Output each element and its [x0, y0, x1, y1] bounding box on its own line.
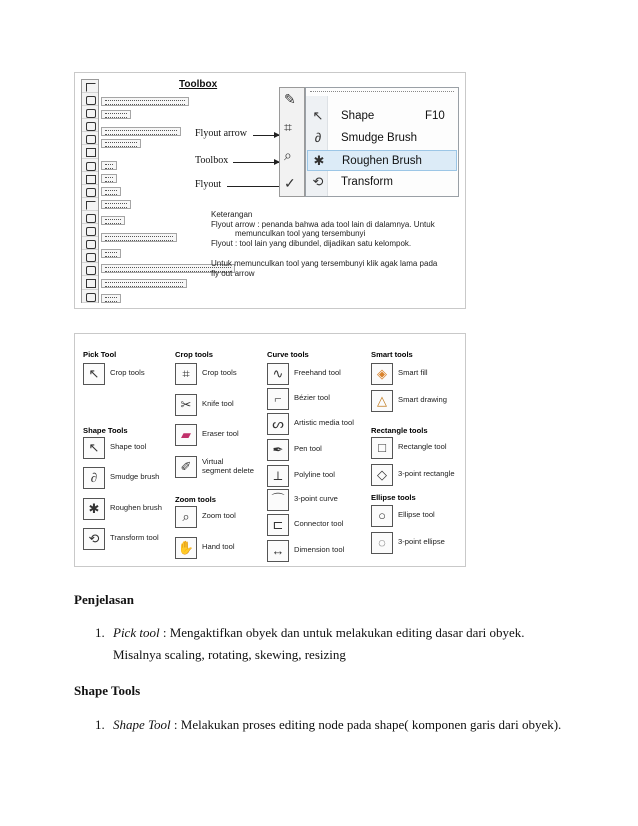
three-point-ellipse-icon: ◌ [371, 532, 393, 554]
group-title-rectangle: Rectangle tools [371, 426, 428, 435]
three-point-rectangle-icon: ◇ [371, 464, 393, 486]
tool-label: Zoom tool [202, 511, 236, 520]
term: Pick tool [113, 625, 160, 640]
smudge-brush-icon: ∂ [83, 467, 105, 489]
shape-tool-icon: ↖ [83, 437, 105, 459]
flyout-item-roughen-brush[interactable] [307, 150, 457, 171]
tool-label: Bézier tool [294, 393, 330, 402]
connector-icon: ⊏ [267, 514, 289, 536]
freehand-icon: ∿ [267, 363, 289, 385]
tool-label: Transform tool [110, 533, 159, 542]
tool-label: Roughen brush [110, 503, 162, 512]
flyout-item-shape[interactable] [307, 106, 457, 127]
flyout-strip [101, 127, 181, 136]
flyout-strip [101, 110, 131, 119]
tool-label: Artistic media tool [294, 418, 354, 427]
connector-icon [82, 224, 98, 237]
outline-icon [82, 263, 98, 276]
description: : Mengaktifkan obyek dan untuk melakukan editing dasar dari obyek. Misalnya scaling, rotating, skewing, resizing [113, 625, 525, 662]
fill-icon [82, 276, 98, 289]
tool-label: Rectangle tool [398, 442, 447, 451]
transform-icon: ⟲ [312, 174, 324, 189]
dimension-icon [82, 211, 98, 224]
flyout-strip [101, 294, 121, 303]
blend-icon [82, 237, 98, 250]
term: Shape Tool [113, 717, 171, 732]
knife-icon: ✂ [175, 394, 197, 416]
flyout-arrow-callout: Flyout arrow [195, 128, 247, 139]
toolbox-title: Toolbox [179, 79, 218, 90]
freehand-icon: ✓ [284, 177, 296, 192]
flyout-strip [101, 200, 131, 209]
list-body [95, 714, 575, 736]
flyout-arrow-pointer [253, 135, 279, 136]
smart-fill-icon [82, 132, 98, 145]
rectangle-icon [82, 145, 98, 158]
ellipse-icon: ○ [371, 505, 393, 527]
flyout-strip [101, 97, 189, 106]
virtual-segment-delete-icon: ✐ [175, 456, 197, 478]
eraser-icon: ▰ [175, 424, 197, 446]
zoom-icon [82, 106, 98, 119]
shape-icon [82, 93, 98, 106]
polygon-icon [82, 172, 98, 185]
flyout-strip [101, 187, 121, 196]
flyout-strip [101, 279, 187, 288]
flyout-item-smudge-brush[interactable] [307, 128, 457, 149]
note-line: Untuk memunculkan tool yang tersembunyi klik agak lama pada [211, 259, 438, 268]
group-title-smart: Smart tools [371, 350, 413, 359]
flyout-strip [101, 216, 125, 225]
flyout-icon-column [279, 87, 305, 197]
section-heading-penjelasan: Penjelasan [74, 592, 134, 607]
freehand-icon [82, 119, 98, 132]
tool-label: Crop tools [202, 368, 237, 377]
flyout-item-label: Transform [341, 176, 393, 188]
zoom-icon: ⌕ [175, 506, 197, 528]
tool-label: Crop tools [110, 368, 145, 377]
flyout-grip [310, 91, 454, 93]
description: : Melakukan proses editing node pada shape( komponen garis dari obyek). [170, 717, 562, 732]
tool-label: Knife tool [202, 399, 234, 408]
group-title-shape: Shape Tools [83, 426, 128, 435]
dimension-icon: ↔ [267, 540, 289, 562]
eyedropper-icon [82, 250, 98, 263]
roughen-brush-icon: ✱ [83, 498, 105, 520]
toolbox-callout: Toolbox [195, 155, 229, 166]
group-title-curve: Curve tools [267, 350, 309, 359]
list-number: 1. [95, 717, 105, 732]
tool-label: 3-point ellipse [398, 537, 445, 546]
tool-label: Freehand tool [294, 368, 341, 377]
text-icon [82, 185, 98, 198]
tool-label: Pen tool [294, 444, 322, 453]
list-item-pick-tool [95, 622, 575, 666]
interactive-fill-icon [82, 290, 98, 303]
group-title-crop: Crop tools [175, 350, 213, 359]
toolbox-pointer [233, 162, 279, 163]
shape-node-icon: ✎ [284, 93, 296, 108]
flyout-item-label: Smudge Brush [341, 132, 418, 144]
transform-icon: ⟲ [83, 528, 105, 550]
note-line: Flyout arrow : penanda bahwa ada tool lain di dalamnya. Untuk [211, 219, 435, 229]
smart-fill-icon: ◈ [371, 363, 393, 385]
artistic-media-icon: ᔕ [267, 413, 289, 435]
tool-label-line: segment delete [202, 466, 254, 475]
table-icon [82, 198, 98, 211]
hand-icon: ✋ [175, 537, 197, 559]
toolbox-figure [74, 72, 466, 309]
bezier-icon: ⌐ [267, 388, 289, 410]
tool-groups-figure [74, 333, 466, 567]
tool-label: Smart drawing [398, 395, 447, 404]
list-body [95, 622, 575, 666]
ellipse-icon [82, 159, 98, 172]
pen-icon: ✒ [267, 439, 289, 461]
tool-label: Shape tool [110, 442, 147, 451]
flyout-callout: Flyout [195, 179, 222, 190]
pick-tool-icon: ↖ [83, 363, 105, 385]
flyout-item-label: Roughen Brush [342, 155, 422, 167]
group-title-ellipse: Ellipse tools [371, 493, 416, 502]
tool-label: 3-point curve [294, 494, 338, 503]
shape-node-icon: ↖ [312, 108, 324, 123]
note-line: fly out arrow [211, 268, 255, 278]
flyout-item-shortcut: F10 [425, 110, 445, 122]
roughen-brush-icon: ✱ [313, 153, 325, 168]
list-number: 1. [95, 625, 105, 640]
note-heading: Keterangan [211, 210, 253, 219]
flyout-strip [101, 174, 117, 183]
tool-label: Hand tool [202, 542, 235, 551]
zoom-icon: ⌕ [284, 149, 292, 164]
note-line: Flyout : tool lain yang dibundel, dijadikan satu kelompok. [211, 238, 412, 248]
tool-label: Smart fill [398, 368, 428, 377]
crop-icon: ⌗ [175, 363, 197, 385]
tool-label [202, 457, 254, 475]
tool-label: Dimension tool [294, 545, 345, 554]
smart-drawing-icon: △ [371, 390, 393, 412]
smudge-brush-icon: ∂ [314, 130, 322, 145]
flyout-item-transform[interactable] [307, 172, 457, 193]
flyout-strip [101, 249, 121, 258]
rectangle-icon: □ [371, 437, 393, 459]
tool-label: Connector tool [294, 519, 344, 528]
flyout-item-label: Shape [341, 110, 375, 122]
list-item-shape-tool [95, 714, 575, 736]
flyout-strip [101, 139, 141, 148]
crop-icon: ⌗ [284, 121, 292, 136]
toolbox-vertical-bar [81, 79, 99, 303]
pick-icon [82, 80, 98, 93]
flyout-strip [101, 161, 117, 170]
note-line: memunculkan tool yang tersembunyi [235, 229, 366, 239]
section-heading-shape-tools: Shape Tools [74, 683, 141, 698]
tool-label-line: Virtual [202, 457, 224, 466]
tool-label: Smudge brush [110, 472, 160, 481]
flyout-strip [101, 233, 177, 242]
tool-label: Eraser tool [202, 429, 239, 438]
group-title-pick: Pick Tool [83, 350, 117, 359]
tool-label: Ellipse tool [398, 510, 435, 519]
tool-label: Polyline tool [294, 470, 335, 479]
flyout-menu [305, 87, 459, 197]
three-point-curve-icon: ⌒ [267, 489, 289, 511]
group-title-zoom: Zoom tools [175, 495, 216, 504]
polyline-icon: ⟂ [267, 465, 289, 487]
tool-label: 3-point rectangle [398, 469, 455, 478]
